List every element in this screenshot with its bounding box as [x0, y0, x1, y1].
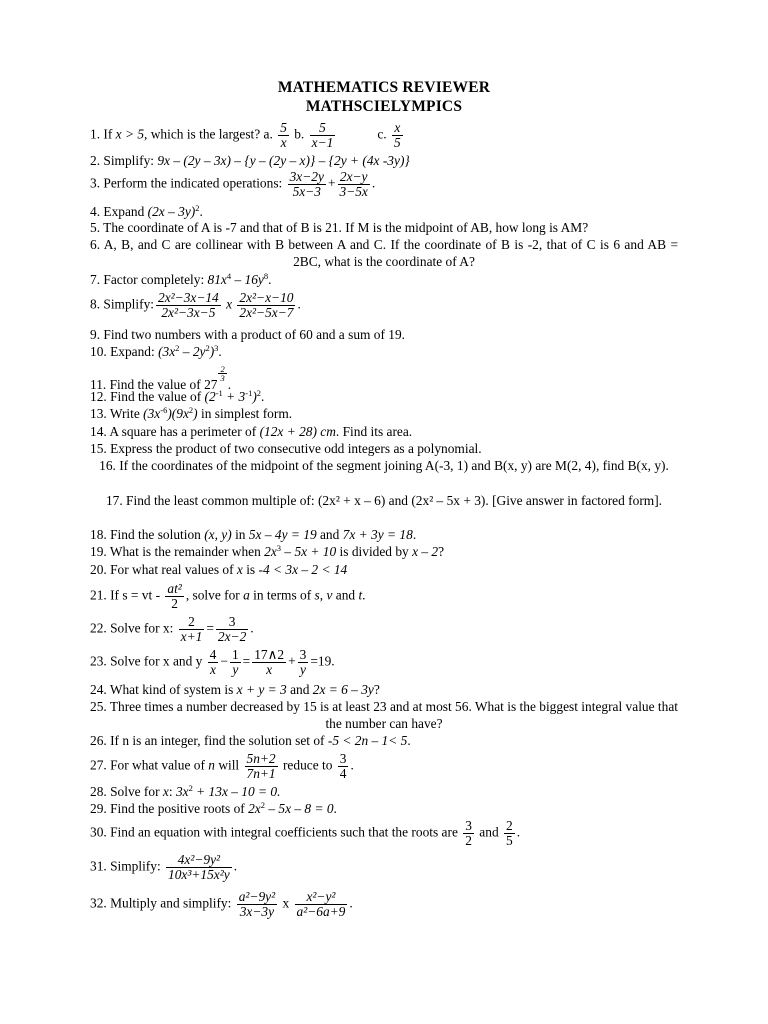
question-1 [90, 121, 678, 150]
fraction-denominator: x [280, 135, 287, 150]
fraction-numerator: at² [167, 581, 182, 596]
question-text: will [214, 757, 243, 773]
exponent: 3 [214, 343, 219, 353]
question-text: 23. Solve for x and y [90, 653, 206, 669]
question-text: )(9x [167, 406, 189, 421]
question-text: x [222, 296, 236, 312]
question-text: (2 [204, 389, 216, 404]
question-4 [90, 203, 678, 220]
question-text: 28. Solve for [90, 784, 163, 799]
question-18 [90, 526, 678, 543]
question-text: . [371, 175, 376, 191]
question-text: and [332, 587, 359, 603]
fraction-denominator: 3x−3y [239, 904, 275, 919]
question-text: 19. What is the remainder when [90, 544, 265, 559]
question-text: – 2y [179, 344, 206, 359]
exponent: 2 [260, 800, 265, 810]
fraction-denominator: 2 [171, 596, 178, 611]
exponent: 8 [263, 271, 269, 281]
question-text: 14. A square has a perimeter of [90, 424, 260, 439]
exponent: 2 [195, 203, 200, 213]
question-24 [90, 681, 678, 698]
fraction [156, 291, 221, 320]
question-text: , which is the largest? a. [144, 126, 277, 142]
fraction-denominator: 5 [393, 135, 401, 150]
fraction-denominator: 4 [339, 766, 347, 781]
question-8 [90, 291, 678, 320]
question-text: . [250, 620, 254, 636]
question-text: (3x [158, 344, 176, 359]
fraction-numerator: 2x²−x−10 [239, 290, 294, 305]
question-text: 8. Simplify: [90, 296, 154, 312]
fraction-numerator: 3 [216, 615, 248, 630]
question-text: – 5x + 10 [281, 544, 337, 559]
fraction-denominator: 3−5x [339, 184, 368, 199]
fraction-numerator: x²−y² [295, 890, 348, 905]
fraction [165, 582, 183, 611]
question-text: 21. If s = vt - [90, 587, 164, 603]
question-text: . [227, 377, 232, 392]
question-text: . [349, 895, 353, 911]
fraction-numerator: 3 [299, 647, 307, 662]
question-text: 13. Write [90, 406, 144, 421]
question-text: . [516, 824, 521, 840]
fraction-numerator: 3 [339, 751, 347, 766]
question-text: ? [438, 544, 445, 559]
question-text: 27 [204, 377, 218, 392]
fraction-numerator: 3x−2y [289, 169, 324, 184]
question-text: a [243, 587, 250, 603]
question-31 [90, 853, 678, 882]
question-text: =19. [310, 653, 335, 669]
question-text: x [236, 562, 243, 577]
fraction-numerator: 17∧2 [254, 647, 285, 662]
exponent: 2 [175, 343, 180, 353]
question-text: 31. Simplify: [90, 858, 165, 874]
question-7 [90, 271, 678, 288]
question-text: . [297, 296, 301, 312]
question-6: 6. A, B, and C are collinear with B between A and C. If the coordinate of B is -2, that of C is 6 and AB = 2BC, what is the coordinate of A? [90, 237, 678, 269]
fraction-denominator: x+1 [180, 629, 203, 644]
fraction [338, 170, 370, 199]
question-text: : [168, 784, 176, 799]
question-12 [90, 388, 678, 405]
fraction-denominator: 10x³+15x²y [168, 867, 230, 882]
question-text: 2. Simplify: [90, 153, 158, 168]
question-text: + [327, 175, 336, 191]
exponent: 2 [188, 783, 193, 793]
question-text: ) [209, 344, 215, 359]
fraction-numerator: 2x²−3x−14 [158, 290, 219, 305]
question-25: 25. Three times a number decreased by 15 is at least 23 and at most 56. What is the biggest integral value that the number can have? [90, 699, 678, 731]
fraction-denominator: 3 [220, 373, 225, 383]
question-text: (2x – 3y) [147, 204, 196, 219]
fraction-numerator: 2 [179, 615, 205, 630]
fraction [463, 819, 474, 848]
question-text: x – 2 [412, 544, 439, 559]
fraction-denominator: 2x−2 [217, 629, 247, 644]
question-text: x > 5 [115, 126, 145, 142]
fraction-denominator: x [210, 662, 216, 677]
question-10 [90, 343, 678, 360]
fraction-numerator: 1 [231, 647, 239, 662]
fraction [288, 170, 326, 199]
fraction [338, 752, 349, 781]
question-text: is [242, 562, 259, 577]
question-text: (12x + 28) cm [259, 424, 336, 439]
question-21 [90, 582, 678, 611]
question-text: and [475, 824, 502, 840]
question-text: . [218, 344, 222, 359]
question-text: 32. Multiply and simplify: [90, 895, 235, 911]
question-text: – 5x – 8 = 0 [264, 801, 334, 816]
question-text: 81x [207, 272, 227, 287]
question-text: 7. Factor completely: [90, 272, 208, 287]
question-20 [90, 561, 678, 578]
question-9: 9. Find two numbers with a product of 60 and a sum of 19. [90, 327, 406, 342]
question-26 [90, 732, 678, 749]
question-text: in terms of [249, 587, 315, 603]
question-text: , solve for [185, 587, 244, 603]
question-text: = [206, 620, 214, 636]
fraction-denominator: y [232, 662, 239, 677]
fraction-denominator: a²−6a+9 [296, 904, 346, 919]
fraction [179, 615, 205, 644]
question-text: 29. Find the positive roots of [90, 801, 249, 816]
question-text: + [288, 653, 296, 669]
question-2 [90, 152, 678, 169]
question-text: . [362, 587, 366, 603]
question-14 [90, 423, 678, 440]
question-text: 2x = 6 – 3y [312, 682, 374, 697]
question-text: + 13x – 10 = 0. [192, 784, 281, 799]
question-text: (x, y) [204, 527, 232, 542]
question-text: 26. If n is an integer, find the solution set of [90, 733, 328, 748]
question-text: − [220, 653, 228, 669]
question-3 [90, 170, 678, 199]
question-text: x [279, 895, 293, 911]
question-text: 10. Expand: [90, 344, 159, 359]
question-text: . [333, 801, 337, 816]
question-29 [90, 800, 678, 817]
question-text: + 3 [222, 389, 246, 404]
question-16: 16. If the coordinates of the midpoint of the segment joining A(-3, 1) and B(x, y) are M(2, 4), find B(x, y). [99, 458, 669, 473]
fraction-denominator: 7n+1 [246, 766, 276, 781]
question-text: 24. What kind of system is [90, 682, 237, 697]
fraction [278, 121, 289, 150]
question-text: 7x + 3y = 18 [342, 527, 413, 542]
fraction-denominator: 2 [465, 833, 472, 848]
question-text: – 16y [231, 272, 264, 287]
question-text: in [231, 527, 249, 542]
exponent: -1 [245, 388, 253, 398]
fraction-numerator: x [392, 121, 403, 136]
fraction [216, 615, 248, 644]
fraction [208, 648, 219, 677]
fraction-numerator: 5n+2 [246, 751, 276, 766]
fraction [392, 121, 403, 150]
question-text: is divided by [336, 544, 413, 559]
fraction-numerator: 5 [280, 120, 287, 135]
fraction [218, 365, 226, 382]
question-text: 27. For what value of [90, 757, 209, 773]
question-text: . [261, 389, 265, 404]
fraction-denominator: 5 [505, 833, 513, 848]
exponent: 2 [188, 405, 194, 415]
question-text: . [199, 204, 203, 219]
exponent: 3 [276, 543, 282, 553]
question-text: . [268, 272, 272, 287]
fraction [310, 121, 336, 150]
fraction-denominator: y [300, 662, 306, 677]
question-text: 22. Solve for x: [90, 620, 177, 636]
fraction [245, 752, 278, 781]
question-text: . [350, 757, 354, 773]
question-text: 18. Find the solution [90, 527, 205, 542]
fraction [252, 648, 286, 677]
fraction [295, 890, 348, 919]
question-19 [90, 543, 678, 560]
question-text: b. [290, 126, 308, 142]
question-text: . [412, 527, 417, 542]
question-28 [90, 783, 678, 800]
question-text: n [208, 757, 215, 773]
fraction-denominator: 5x−3 [292, 184, 321, 199]
fraction-denominator: 2x²−5x−7 [239, 305, 294, 320]
question-text: 11. Find the value of [90, 377, 205, 392]
fraction [504, 819, 515, 848]
question-text: s [314, 587, 320, 603]
question-text: . [233, 858, 238, 874]
fraction-numerator: 5 [310, 121, 336, 136]
question-text: 9x – (2y – 3x) – {y – (2y – x)} – {2y + (4x -3y)} [157, 153, 410, 168]
exponent: 2 [256, 388, 262, 398]
question-text: , [319, 587, 327, 603]
question-text: 4. Expand [90, 204, 148, 219]
page-title: MATHEMATICS REVIEWER [277, 79, 491, 96]
question-32 [90, 890, 678, 919]
question-13 [90, 405, 678, 422]
fraction-numerator: 4 [209, 647, 217, 662]
question-15: 15. Express the product of two consecutive odd integers as a polynomial. [90, 441, 482, 456]
exponent: -6 [160, 405, 168, 415]
question-text: in simplest form. [197, 406, 293, 421]
fraction-numerator: a²−9y² [238, 889, 276, 904]
fraction-numerator: 2x−y [338, 170, 370, 185]
fraction-numerator: 4x²−9y² [166, 853, 232, 868]
question-text: . [407, 733, 411, 748]
question-text: 2x [248, 801, 261, 816]
question-text: 3. Perform the indicated operations: [90, 175, 286, 191]
fraction [237, 890, 277, 919]
question-text: 3x [175, 784, 189, 799]
question-text: 30. Find an equation with integral coefficients such that the roots are [90, 824, 462, 840]
question-text: 12. Find the value of [90, 389, 205, 404]
question-30 [90, 819, 678, 848]
exponent: -1 [215, 388, 223, 398]
question-text: ) [193, 406, 198, 421]
question-text: 1. If [90, 126, 116, 142]
fraction-numerator: 2 [220, 364, 225, 374]
question-text: c. [377, 126, 390, 142]
question-text: 20. For what real values of [90, 562, 237, 577]
fraction [230, 648, 241, 677]
question-23 [90, 648, 678, 677]
question-5: 5. The coordinate of A is -7 and that of B is 21. If M is the midpoint of AB, how long is AM? [90, 220, 589, 235]
question-27 [90, 752, 678, 781]
exponent: 4 [226, 271, 232, 281]
question-text: v [326, 587, 333, 603]
question-text: and [316, 527, 343, 542]
question-text: . Find its area. [335, 424, 413, 439]
fraction-denominator: x [266, 662, 273, 677]
question-text: x + y = 3 [236, 682, 287, 697]
fraction-numerator: 2 [505, 818, 513, 833]
question-text: ) [252, 389, 257, 404]
fraction-denominator: x−1 [311, 135, 334, 150]
exponent: 2 [205, 343, 210, 353]
question-text: 5x – 4y = 19 [248, 527, 317, 542]
question-text: -4 < 3x – 2 < 14 [258, 562, 348, 577]
question-text: (3x [143, 406, 161, 421]
question-22 [90, 615, 678, 644]
question-text: = [242, 653, 251, 669]
page-subtitle: MATHSCIELYMPICS [305, 98, 463, 115]
question-text: reduce to [279, 757, 336, 773]
question-text: t [358, 587, 363, 603]
fraction [237, 291, 295, 320]
question-text: x [162, 784, 169, 799]
question-text: -5 < 2n – 1< 5 [327, 733, 408, 748]
question-17: 17. Find the least common multiple of: (2x² + x – 6) and (2x² – 5x + 3). [Give answer in factored form]. [105, 493, 663, 508]
fraction-numerator: 3 [465, 818, 472, 833]
question-text: 2x [264, 544, 277, 559]
fraction-denominator: 2x²−3x−5 [161, 305, 216, 320]
fraction [298, 648, 309, 677]
fraction [166, 853, 232, 882]
question-text: ? [373, 682, 380, 697]
question-text: and [286, 682, 313, 697]
